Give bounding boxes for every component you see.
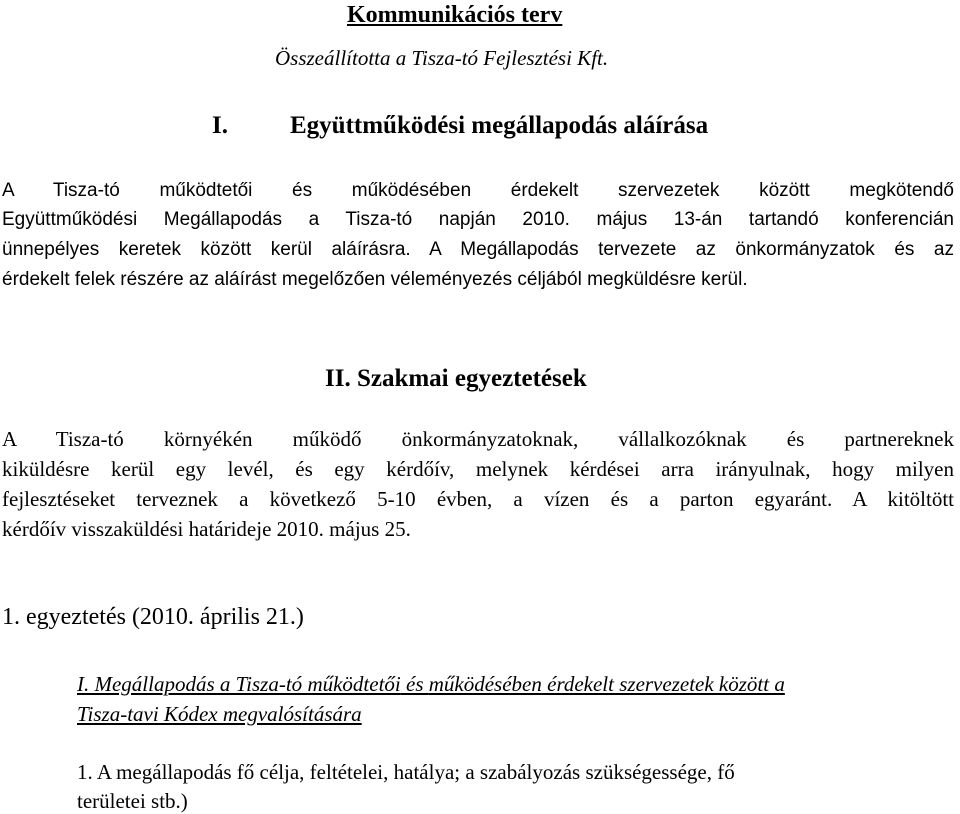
document-title: Kommunikációs terv: [347, 2, 563, 28]
section-1-title: Együttműködési megállapodás aláírása: [290, 112, 709, 139]
consultation-heading: 1. egyeztetés (2010. április 21.): [2, 604, 304, 630]
section-1-heading: [212, 113, 708, 139]
section-2-line-4: kérdőív visszaküldési határideje 2010. május 25.: [2, 517, 411, 541]
section-1-line-1: A Tisza-tó működtetői és működésében érdekelt szervezetek között megkötendő: [2, 180, 954, 201]
section-1-line-4: érdekelt felek részére az aláírást megelőzően véleményezés céljából megküldésre kerül.: [2, 269, 748, 290]
section-1-number: I.: [212, 112, 228, 139]
agenda-title-line-1: [77, 671, 785, 697]
agenda-title-part-3: és: [400, 672, 429, 696]
section-2-line-1: A Tisza-tó környékén működő önkormányzatoknak, vállalkozóknak és partnereknek: [2, 427, 954, 451]
section-2-line-3: fejlesztéseket terveznek a következő 5-10 évben, a vízen és a parton egyaránt. A kitöltött: [2, 487, 954, 511]
section-2-heading: II. Szakmai egyeztetések: [325, 365, 587, 392]
agenda-title-part-2: működtetői: [307, 672, 401, 696]
agenda-title-part-1: I. Megállapodás a Tisza-tó: [77, 672, 308, 696]
agenda-item-1-line-2: területei stb.): [77, 789, 188, 813]
agenda-title-line-2: Tisza-tavi Kódex megvalósítására: [77, 702, 362, 726]
section-2-line-2: kiküldésre kerül egy levél, és egy kérdőív, melynek kérdései arra irányulnak, hogy milyen: [2, 457, 954, 481]
agenda-item-1-line-1: 1. A megállapodás fő célja, feltételei, hatálya; a szabályozás szükségessége, fő: [77, 760, 735, 784]
agenda-title-part-5: érdekelt szervezetek között a: [541, 672, 785, 696]
agenda-title-part-4: működésében: [428, 672, 542, 696]
document-subtitle: Összeállította a Tisza-tó Fejlesztési Kft.: [275, 46, 609, 70]
section-1-line-2: Együttműködési Megállapodás a Tisza-tó napján 2010. május 13-án tartandó konferencián: [2, 209, 954, 230]
section-1-line-3: ünnepélyes keretek között kerül aláírásra. A Megállapodás tervezete az önkormányzatok és az: [2, 239, 954, 260]
